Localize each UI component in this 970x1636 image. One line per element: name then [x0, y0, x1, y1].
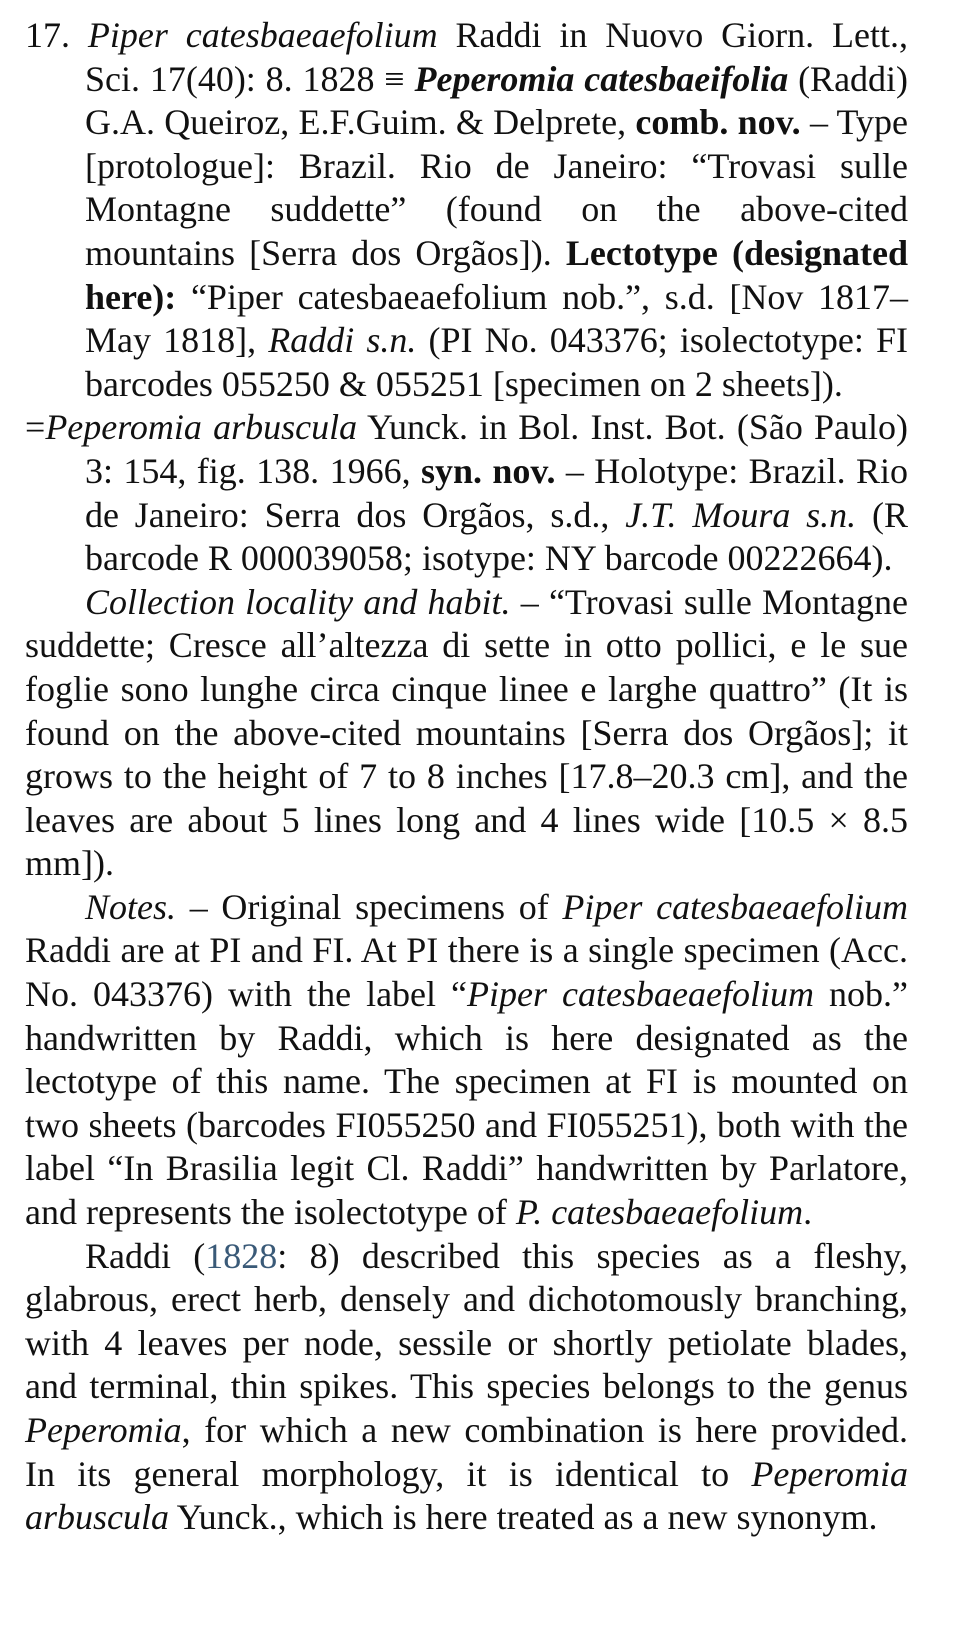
description-text-4: Yunck., which is here treated as a new synonym.	[176, 1497, 878, 1538]
description-genus: Peperomia	[25, 1410, 182, 1450]
new-combination-name: Peperomia catesbaeifolia	[414, 58, 789, 99]
entry-number: 17.	[25, 15, 70, 55]
taxon-entry	[25, 14, 908, 406]
comb-nov-label: comb. nov.	[635, 102, 801, 143]
notes-heading: Notes.	[85, 886, 177, 927]
lectotype-label-text: “Piper catesbaeaefolium nob.”, s.d. [Nov 1817–May 1818],	[85, 276, 908, 361]
description-text-1: Raddi (	[85, 1235, 206, 1276]
new-combination-authors: (Raddi) G.A. Queiroz, E.F.Guim. & Delprete,	[85, 58, 909, 143]
locality-text: – “Trovasi sulle Montagne suddette; Cresce all’altezza di sette in otto pollici, e le sue foglie sono lunghe circa cinque linee e larghe quattro” (It is found on the above-cited mountains [Serra dos Orgãos]; it grows to the height of 7 to 8 inches [17.8–20.3 cm], and the leaves are about 5 lines long and 4 lines wide [10.5 × 8.5 mm]).	[25, 581, 908, 884]
synonym-citation: Yunck. in Bol. Inst. Bot. (São Paulo) 3: 154, fig. 138. 1966,	[85, 407, 908, 491]
type-statement: – Type [protologue]: Brazil. Rio de Janeiro: “Trovasi sulle Montagne suddette” (found on the above-cited mountains [Serra dos Orgãos]).	[85, 102, 909, 273]
holotype-herbaria: (R barcode R 000039058; isotype: NY barcode 00222664).	[85, 494, 908, 579]
notes-text-4: .	[803, 1192, 813, 1233]
description-species: Peperomia arbuscula	[25, 1453, 909, 1538]
notes-species-3: P. catesbaeaefolium	[515, 1192, 804, 1233]
basionym-citation: Raddi in Nuovo Giorn. Lett., Sci. 17(40): 8. 1828 ≡	[85, 15, 908, 99]
description-text-2: : 8) described this species as a fleshy, glabrous, erect herb, densely and dichotomously branching, with 4 leaves per node, sessile or shortly petiolate blades, and terminal, thin spikes. This species belongs to the genus	[25, 1235, 908, 1407]
reference-link[interactable]: 1828	[205, 1235, 278, 1276]
notes-text-2: Raddi are at PI and FI. At PI there is a single specimen (Acc. No. 043376) with the label “	[25, 930, 908, 1015]
notes-text-3: nob.” handwritten by Raddi, which is here designated as the lectotype of this name. The specimen at FI is mounted on two sheets (barcodes FI055250 and FI055251), both with the label “In Brasilia legit Cl. Raddi” handwritten by Parlatore, and represents the isolectotype of	[25, 974, 908, 1233]
notes-text-1: – Original specimens of	[189, 886, 549, 927]
notes-paragraph	[25, 886, 908, 1235]
locality-paragraph	[25, 581, 908, 886]
description-text-3: , for which a new combination is here provided. In its general morphology, it is identical to	[25, 1410, 908, 1494]
locality-heading: Collection locality and habit.	[85, 581, 511, 622]
lectotype-herbaria: (PI No. 043376; isolectotype: FI barcodes 055250 & 055251 [specimen on 2 sheets]).	[85, 320, 909, 404]
synonym-prefix: =	[25, 407, 46, 448]
lectotype-label: Lectotype (designated here):	[85, 232, 908, 317]
notes-species-2: Piper catesbaeaefolium	[467, 974, 814, 1015]
holotype-statement: – Holotype: Brazil. Rio de Janeiro: Serra dos Orgãos, s.d.,	[85, 450, 909, 535]
synonym-name: Peperomia arbuscula	[45, 407, 358, 448]
syn-nov-label: syn. nov.	[420, 450, 556, 491]
notes-species-1: Piper catesbaeaefolium	[562, 886, 909, 927]
holotype-collector: J.T. Moura s.n.	[625, 494, 857, 535]
description-paragraph	[25, 1235, 908, 1540]
basionym-name: Piper catesbaeaefolium	[87, 15, 438, 55]
lectotype-collector: Raddi s.n.	[268, 320, 417, 361]
synonym-entry	[25, 406, 908, 580]
